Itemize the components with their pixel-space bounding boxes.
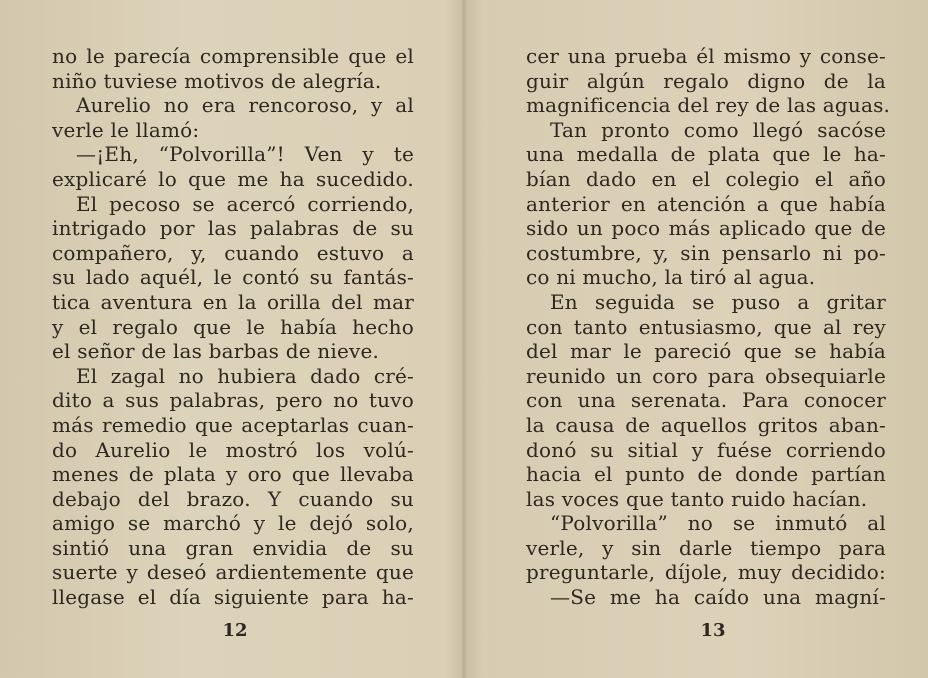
left-page [52,44,414,610]
text-line: con tanto entusiasmo, que al rey [526,314,886,339]
text-line: su lado aquél, le contó su fantás- [52,265,414,290]
text-line: amigo se marchó y le dejó solo, [52,511,414,536]
page-number-right: 13 [700,620,726,641]
text-line: —Se me ha caído una magní- [550,585,886,610]
right-page [526,44,891,610]
text-line: más remedio que aceptarlas cuan- [52,412,414,437]
text-line: magnificencia del rey de las aguas. [526,93,891,118]
text-line: una medalla de plata que le ha- [526,142,886,167]
text-line: “Polvorilla” no se inmutó al [550,511,886,536]
text-line: guir algún regalo digno de la [526,68,886,93]
text-line: do Aurelio le mostró los volú- [52,437,414,462]
text-line: el señor de las barbas de nieve. [52,339,380,364]
text-line: El zagal no hubiera dado cré- [76,363,414,388]
text-line: compañero, y, cuando estuvo a [52,240,414,265]
text-line: y el regalo que le había hecho [52,314,414,339]
text-line: verle, y sin darle tiempo para [526,535,886,560]
text-line: con una serenata. Para conocer [526,388,886,413]
text-line: la causa de aquellos gritos aban- [526,412,886,437]
text-line: suerte y deseó ardientemente que [52,560,414,585]
text-line: verle le llamó: [52,117,200,142]
text-line: costumbre, y, sin pensarlo ni po- [526,240,886,265]
text-line: reunido un coro para obsequiarle [526,363,886,388]
text-line: El pecoso se acercó corriendo, [76,191,414,216]
text-line: anterior en atención a que había [526,191,886,216]
text-line: niño tuviese motivos de alegría. [52,68,382,93]
text-line: debajo del brazo. Y cuando su [52,486,414,511]
text-line: Tan pronto como llegó sacóse [550,117,886,142]
text-line: intrigado por las palabras de su [52,216,414,241]
text-line: En seguida se puso a gritar [550,289,886,314]
text-line: donó su sitial y fuése corriendo [526,437,886,462]
text-line: no le parecía comprensible que el [52,44,414,68]
text-line: hacia el punto de donde partían [526,462,886,487]
text-line: co ni mucho, la tiró al agua. [526,265,816,290]
text-line: del mar le pareció que se había [526,339,886,364]
text-line: preguntarle, díjole, muy decidido: [526,560,886,585]
text-line: dito a sus palabras, pero no tuvo [52,388,414,413]
text-line: sido un poco más aplicado que de [526,216,886,241]
text-line: Aurelio no era rencoroso, y al [76,93,414,118]
text-line: —¡Eh, “Polvorilla”! Ven y te [76,142,414,167]
text-line: menes de plata y oro que llevaba [52,462,414,487]
text-line: llegase el día siguiente para ha- [52,585,414,610]
text-line: las voces que tanto ruido hacían. [526,486,868,511]
page-number-left: 12 [222,620,248,641]
text-line: bían dado en el colegio el año [526,166,886,191]
text-line: sintió una gran envidia de su [52,535,414,560]
book-gutter [462,0,466,678]
text-line: tica aventura en la orilla del mar [52,289,414,314]
text-line: explicaré lo que me ha sucedido. [52,166,414,191]
text-line: cer una prueba él mismo y conse- [526,44,886,68]
